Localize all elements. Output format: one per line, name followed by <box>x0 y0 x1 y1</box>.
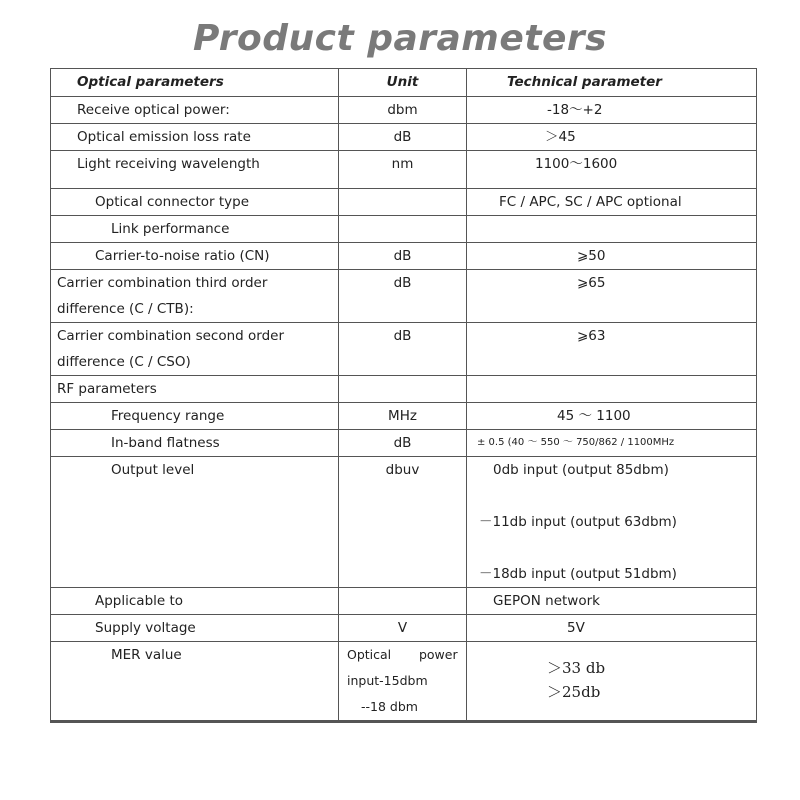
value-cell: 1100～1600 <box>467 151 757 189</box>
unit-cell: dB <box>339 323 467 376</box>
unit-cell <box>339 588 467 615</box>
param-cell: Receive optical power: <box>51 97 339 124</box>
value-cell: -18～+2 <box>467 97 757 124</box>
param-cell: In-band flatness <box>51 430 339 457</box>
value-cell: ⩾65 <box>467 270 757 323</box>
param-cell: Optical emission loss rate <box>51 124 339 151</box>
header-technical-parameter: Technical parameter <box>467 69 757 97</box>
mer-value-line: ＞25db <box>547 683 601 701</box>
value-cell <box>467 642 757 721</box>
table-header-row <box>51 69 757 97</box>
unit-cell: MHz <box>339 403 467 430</box>
unit-cell: dB <box>339 243 467 270</box>
mer-unit-line: Optical power <box>347 647 458 662</box>
value-cell <box>467 457 757 588</box>
header-unit: Unit <box>339 69 467 97</box>
unit-cell: dbuv <box>339 457 467 588</box>
param-cell: Link performance <box>51 216 339 243</box>
value-cell: ⩾63 <box>467 323 757 376</box>
value-cell <box>467 376 757 403</box>
table-row <box>51 97 757 124</box>
table-row <box>51 270 757 323</box>
output-level-line: －18db input (output 51dbm) <box>479 566 677 582</box>
table-row <box>51 457 757 588</box>
unit-cell: V <box>339 615 467 642</box>
empty-cell <box>339 722 467 723</box>
unit-cell: nm <box>339 151 467 189</box>
header-optical-parameters: Optical parameters <box>51 69 339 97</box>
table-row <box>51 323 757 376</box>
mer-value-line: ＞33 db <box>547 659 606 677</box>
table-row <box>51 588 757 615</box>
unit-cell: dB <box>339 124 467 151</box>
table-row <box>51 722 757 723</box>
page-title: Product parameters <box>192 18 608 59</box>
table-row <box>51 430 757 457</box>
empty-cell <box>467 722 757 723</box>
unit-cell: dB <box>339 430 467 457</box>
table-row <box>51 403 757 430</box>
output-level-line: －11db input (output 63dbm) <box>479 514 677 530</box>
param-cell: Light receiving wavelength <box>51 151 339 189</box>
param-cell: Frequency range <box>51 403 339 430</box>
param-cell: Applicable to <box>51 588 339 615</box>
param-line: difference (C / CSO) <box>57 354 191 370</box>
output-level-line: 0db input (output 85dbm) <box>493 462 669 478</box>
unit-cell <box>339 376 467 403</box>
table-row <box>51 124 757 151</box>
table-row <box>51 243 757 270</box>
value-cell: 5V <box>467 615 757 642</box>
unit-cell: dbm <box>339 97 467 124</box>
table-row <box>51 216 757 243</box>
table-row <box>51 151 757 189</box>
table-row <box>51 615 757 642</box>
param-line: Carrier combination second order <box>57 328 285 344</box>
param-line: difference (C / CTB): <box>57 301 194 317</box>
param-cell: Supply voltage <box>51 615 339 642</box>
unit-cell <box>339 642 467 721</box>
param-cell: RF parameters <box>51 376 339 403</box>
mer-unit-line: --18 dbm <box>361 699 418 714</box>
param-cell: Output level <box>51 457 339 588</box>
parameters-table <box>50 68 757 723</box>
empty-cell <box>51 722 339 723</box>
param-cell: MER value <box>51 642 339 721</box>
value-cell: GEPON network <box>467 588 757 615</box>
table-row <box>51 376 757 403</box>
param-cell: Optical connector type <box>51 189 339 216</box>
value-cell: ± 0.5 (40 ～ 550 ～ 750/862 / 1100MHz <box>467 430 757 457</box>
value-cell: ＞45 <box>467 124 757 151</box>
param-cell: Carrier-to-noise ratio (CN) <box>51 243 339 270</box>
unit-cell <box>339 189 467 216</box>
param-cell <box>51 270 339 323</box>
table-row <box>51 642 757 721</box>
mer-unit-line: input-15dbm <box>347 673 428 688</box>
table-row <box>51 189 757 216</box>
unit-cell <box>339 216 467 243</box>
value-cell: ⩾50 <box>467 243 757 270</box>
param-cell <box>51 323 339 376</box>
param-line: Carrier combination third order <box>57 275 268 291</box>
value-cell: 45 ～ 1100 <box>467 403 757 430</box>
value-cell: FC / APC, SC / APC optional <box>467 189 757 216</box>
unit-cell: dB <box>339 270 467 323</box>
value-cell <box>467 216 757 243</box>
